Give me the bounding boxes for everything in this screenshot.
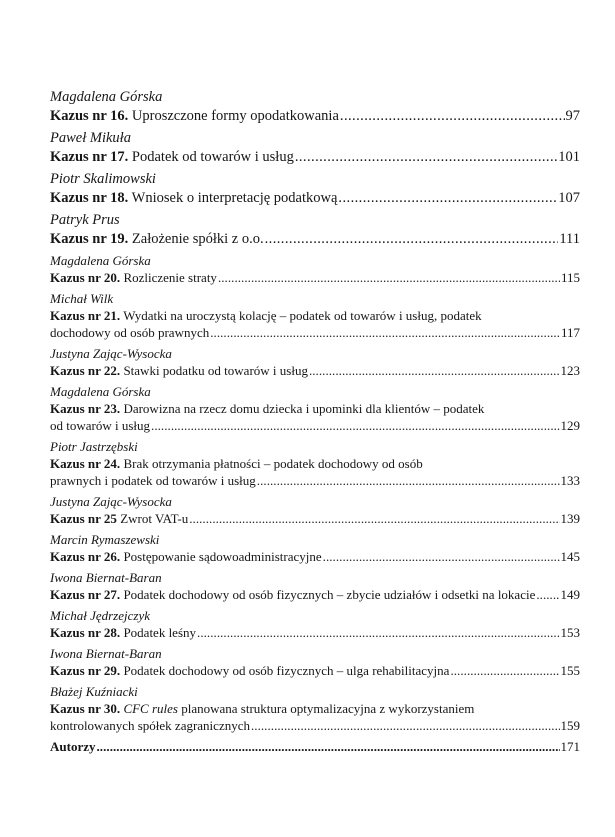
- entry-title-line-with-page[interactable]: [50, 738, 580, 755]
- entry-author: Magdalena Górska: [50, 89, 163, 105]
- page-number: 111: [559, 231, 580, 247]
- entry-author: Iwona Biernat-Baran: [50, 570, 162, 585]
- entry-text: [50, 624, 196, 641]
- page-number: 145: [560, 549, 580, 564]
- case-number: Kazus nr 16.: [50, 108, 129, 124]
- toc-entry[interactable]: [50, 645, 580, 679]
- table-of-contents: [50, 88, 580, 759]
- dot-leader: [97, 738, 560, 755]
- case-title: Założenie spółki z o.o.: [131, 231, 264, 247]
- toc-entry[interactable]: [50, 569, 580, 603]
- entry-author: Michał Jędrzejczyk: [50, 608, 150, 623]
- case-title: Postępowanie sądowoadministracyjne: [123, 549, 322, 564]
- case-title: Podatek od towarów i usług: [131, 149, 294, 165]
- page-number: 115: [560, 270, 580, 285]
- page-number: 101: [558, 149, 580, 165]
- case-title: od towarów i usług: [50, 418, 151, 433]
- entry-text: [50, 230, 264, 249]
- entry-author: Michał Wilk: [50, 291, 114, 306]
- toc-entry[interactable]: [50, 531, 580, 565]
- case-number: Kazus nr 30.: [50, 701, 121, 716]
- entry-title-line-with-page[interactable]: [50, 624, 580, 641]
- entry-text: [50, 417, 150, 434]
- dot-leader: [295, 148, 557, 167]
- entry-text: [50, 107, 339, 126]
- entry-title-line: [50, 400, 580, 417]
- case-title: prawnych i podatek od towarów i usług: [50, 473, 256, 488]
- entry-author: Marcin Rymaszewski: [50, 532, 160, 547]
- entry-title-line-with-page[interactable]: [50, 230, 580, 249]
- dot-leader: [251, 717, 560, 734]
- toc-entry[interactable]: [50, 383, 580, 434]
- page-number: 155: [560, 663, 580, 678]
- case-number: Kazus nr 18.: [50, 190, 129, 206]
- entry-title-line-with-page[interactable]: [50, 269, 580, 286]
- page-number: 159: [560, 718, 580, 733]
- entry-author: Justyna Zając-Wysocka: [50, 494, 172, 509]
- case-title: Uproszczone formy opodatkowania: [131, 108, 339, 124]
- case-title: Podatek leśny: [123, 625, 197, 640]
- toc-entry[interactable]: [50, 129, 580, 167]
- toc-entry[interactable]: [50, 493, 580, 527]
- toc-entry[interactable]: [50, 438, 580, 489]
- entry-title-line-with-page[interactable]: [50, 189, 580, 208]
- toc-entry[interactable]: [50, 345, 580, 379]
- entry-title-line-with-page[interactable]: [50, 148, 580, 167]
- page-number: 129: [560, 418, 580, 433]
- case-number: Kazus nr 23.: [50, 401, 121, 416]
- entry-title-line: [50, 700, 580, 717]
- case-title: Rozliczenie straty: [123, 270, 217, 285]
- case-title: Podatek dochodowy od osób fizycznych – ulga rehabilitacyjna: [123, 663, 450, 678]
- entry-text: [50, 472, 256, 489]
- case-number: Kazus nr 17.: [50, 149, 129, 165]
- entry-author: Justyna Zając-Wysocka: [50, 346, 172, 361]
- entry-title-line-with-page[interactable]: [50, 324, 580, 341]
- entry-title-line: [50, 307, 580, 324]
- entry-title-line-with-page[interactable]: [50, 107, 580, 126]
- entry-author: Patryk Prus: [50, 212, 120, 228]
- toc-entry[interactable]: [50, 88, 580, 126]
- entry-text: [50, 738, 96, 755]
- dot-leader: [151, 417, 559, 434]
- case-title-italic: CFC rules: [123, 701, 178, 716]
- page-number: 107: [558, 190, 580, 206]
- case-number: Kazus nr 26.: [50, 549, 121, 564]
- case-title: Zwrot VAT-u: [120, 511, 189, 526]
- entry-text: [50, 362, 308, 379]
- entry-title-line-with-page[interactable]: [50, 548, 580, 565]
- entry-text: [50, 662, 449, 679]
- entry-author: Piotr Jastrzębski: [50, 439, 138, 454]
- toc-entry[interactable]: [50, 252, 580, 286]
- toc-entry[interactable]: [50, 607, 580, 641]
- entry-title-line-with-page[interactable]: [50, 417, 580, 434]
- page-number: 171: [560, 739, 580, 754]
- dot-leader: [323, 548, 560, 565]
- case-number: Kazus nr 20.: [50, 270, 121, 285]
- page-number: 133: [560, 473, 580, 488]
- toc-entry[interactable]: [50, 738, 580, 755]
- entry-author: Piotr Skalimowski: [50, 171, 156, 187]
- case-number: Kazus nr 25: [50, 511, 117, 526]
- dot-leader: [338, 189, 557, 208]
- dot-leader: [265, 230, 559, 249]
- dot-leader: [309, 362, 560, 379]
- page-number: 153: [560, 625, 580, 640]
- entry-title-line-with-page[interactable]: [50, 586, 580, 603]
- dot-leader: [257, 472, 560, 489]
- page-number: 149: [560, 587, 580, 602]
- case-number: Kazus nr 28.: [50, 625, 121, 640]
- entry-title-line-with-page[interactable]: [50, 717, 580, 734]
- case-title: Brak otrzymania płatności – podatek dochodowy od osób: [123, 456, 423, 471]
- toc-entry[interactable]: [50, 211, 580, 249]
- entry-author: Iwona Biernat-Baran: [50, 646, 162, 661]
- entry-text: [50, 189, 337, 208]
- entry-author: Magdalena Górska: [50, 384, 151, 399]
- dot-leader: [210, 324, 560, 341]
- toc-entry[interactable]: [50, 170, 580, 208]
- case-title: Wydatki na uroczystą kolację – podatek od towarów i usług, podatek: [123, 308, 482, 323]
- case-number: Kazus nr 24.: [50, 456, 121, 471]
- entry-title-line-with-page[interactable]: [50, 472, 580, 489]
- entry-text: [50, 548, 322, 565]
- case-title: planowana struktura optymalizacyjna z wykorzystaniem: [181, 701, 475, 716]
- case-title: Stawki podatku od towarów i usług: [123, 363, 308, 378]
- case-number: Autorzy: [50, 739, 96, 754]
- entry-text: [50, 269, 217, 286]
- page-number: 139: [560, 511, 580, 526]
- toc-entry[interactable]: [50, 683, 580, 734]
- dot-leader: [218, 269, 560, 286]
- dot-leader: [536, 586, 559, 603]
- case-number: Kazus nr 29.: [50, 663, 121, 678]
- dot-leader: [197, 624, 559, 641]
- case-title: Podatek dochodowy od osób fizycznych – zbycie udziałów i odsetki na lokacie: [123, 587, 536, 602]
- case-number: Kazus nr 27.: [50, 587, 121, 602]
- entry-title-line-with-page[interactable]: [50, 662, 580, 679]
- case-title: Wniosek o interpretację podatkową: [131, 190, 338, 206]
- entry-text: [50, 717, 250, 734]
- entry-author: Magdalena Górska: [50, 253, 151, 268]
- entry-text: [50, 510, 188, 527]
- case-number: Kazus nr 21.: [50, 308, 121, 323]
- case-title: kontrolowanych spółek zagranicznych: [50, 718, 250, 733]
- entry-text: [50, 586, 535, 603]
- page-number: 97: [565, 108, 580, 124]
- dot-leader: [450, 662, 559, 679]
- case-number: Kazus nr 19.: [50, 231, 129, 247]
- entry-text: [50, 148, 294, 167]
- dot-leader: [189, 510, 559, 527]
- entry-title-line: [50, 455, 580, 472]
- page-number: 117: [560, 325, 580, 340]
- case-number: Kazus nr 22.: [50, 363, 121, 378]
- entry-title-line-with-page[interactable]: [50, 510, 580, 527]
- case-title: dochodowy od osób prawnych: [50, 325, 210, 340]
- dot-leader: [340, 107, 565, 126]
- entry-author: Błażej Kuźniacki: [50, 684, 138, 699]
- entry-title-line-with-page[interactable]: [50, 362, 580, 379]
- page-number: 123: [560, 363, 580, 378]
- entry-text: [50, 324, 209, 341]
- toc-entry[interactable]: [50, 290, 580, 341]
- case-title: Darowizna na rzecz domu dziecka i upominki dla klientów – podatek: [123, 401, 485, 416]
- entry-author: Paweł Mikuła: [50, 130, 131, 146]
